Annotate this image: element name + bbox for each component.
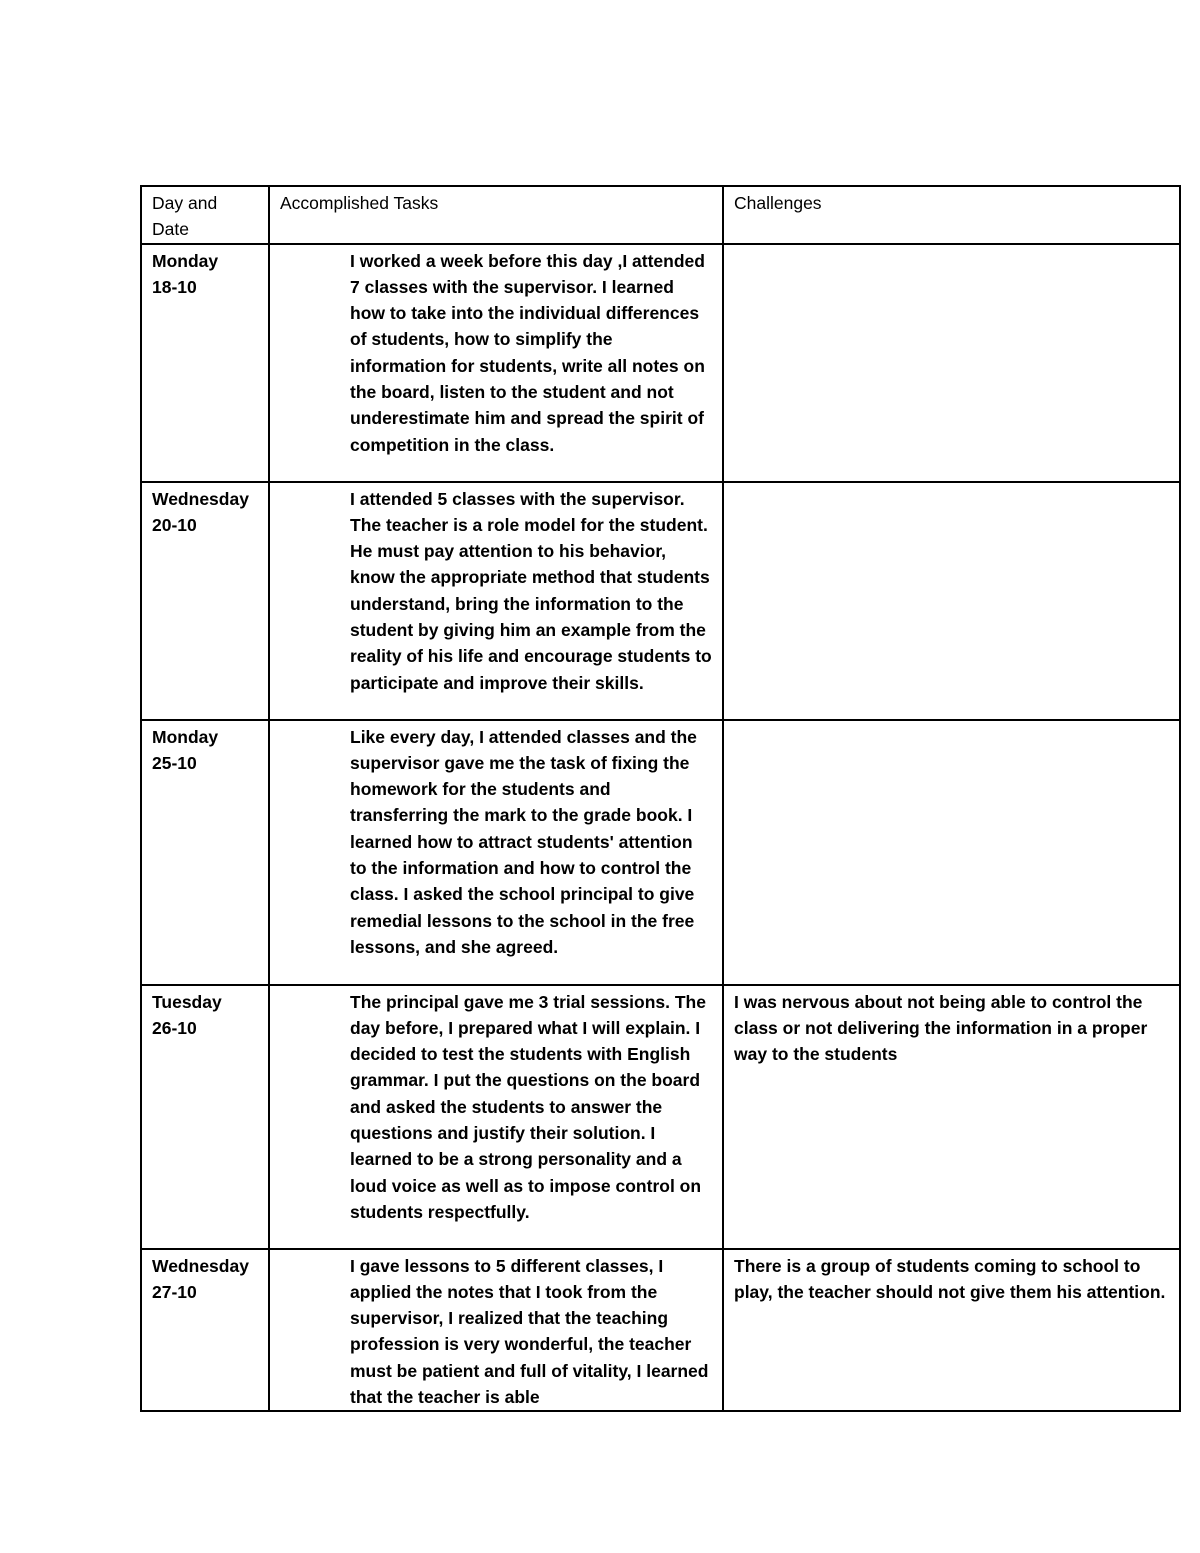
table-row (141, 244, 1180, 482)
tasks-text: I gave lessons to 5 different classes, I applied the notes that I took from the supervisor, I realized that the teaching profession is very wonderful, the teacher must be patient and full of vitality, I learned that the teacher is able (350, 1255, 709, 1408)
day-name: Wednesday (152, 1255, 249, 1276)
date-value: 20-10 (152, 514, 197, 535)
date-value: 18-10 (152, 276, 197, 297)
challenges-cell (723, 985, 1180, 1249)
date-value: 27-10 (152, 1281, 197, 1302)
table-row (141, 1249, 1180, 1412)
tasks-cell (269, 985, 723, 1249)
challenges-cell (723, 482, 1180, 720)
header-accomplished-tasks: Accomplished Tasks (269, 186, 723, 244)
tasks-cell (269, 244, 723, 482)
challenges-cell (723, 244, 1180, 482)
tasks-cell (269, 482, 723, 720)
day-cell (141, 482, 269, 720)
table-row (141, 720, 1180, 985)
tasks-text: I worked a week before this day ,I attended 7 classes with the supervisor. I learned how to take into the individual differences of students, how to simplify the information for students, write all notes on the board, listen to the student and not underestimate him and spread the spirit of competition in the class. (350, 250, 705, 455)
day-cell (141, 1249, 269, 1412)
table-row (141, 985, 1180, 1249)
tasks-text: Like every day, I attended classes and the supervisor gave me the task of fixing the homework for the students and transferring the mark to the grade book. I learned how to attract students' attention to the information and how to control the class. I asked the school principal to give remedial lessons to the school in the free lessons, and she agreed. (350, 726, 697, 957)
day-name: Monday (152, 250, 219, 271)
challenges-cell (723, 1249, 1180, 1412)
day-cell (141, 985, 269, 1249)
table-row (141, 482, 1180, 720)
date-value: 26-10 (152, 1017, 197, 1038)
tasks-text: The principal gave me 3 trial sessions. The day before, I prepared what I will explain. I decided to test the students with English grammar. I put the questions on the board and asked the students to answer the questions and justify their solution. I learned to be a strong personality and a loud voice as well as to impose control on students respectfully. (350, 991, 706, 1222)
date-value: 25-10 (152, 752, 197, 773)
challenges-text: There is a group of students coming to school to play, the teacher should not give them his attention. (734, 1255, 1166, 1302)
header-day-and-date: Day and Date (141, 186, 269, 244)
tasks-cell (269, 720, 723, 985)
day-name: Monday (152, 726, 219, 747)
tasks-text: I attended 5 classes with the supervisor. The teacher is a role model for the student. He must pay attention to his behavior, know the appropriate method that students understand, bring the information to the student by giving him an example from the reality of his life and encourage students to participate and improve their skills. (350, 488, 712, 693)
header-challenges: Challenges (723, 186, 1180, 244)
tasks-cell (269, 1249, 723, 1412)
table-header-row (141, 186, 1180, 244)
day-name: Wednesday (152, 488, 249, 509)
challenges-text: I was nervous about not being able to control the class or not delivering the information in a proper way to the students (734, 991, 1148, 1065)
day-cell (141, 244, 269, 482)
challenges-cell (723, 720, 1180, 985)
weekly-log-table (140, 185, 1181, 1412)
day-cell (141, 720, 269, 985)
day-name: Tuesday (152, 991, 222, 1012)
